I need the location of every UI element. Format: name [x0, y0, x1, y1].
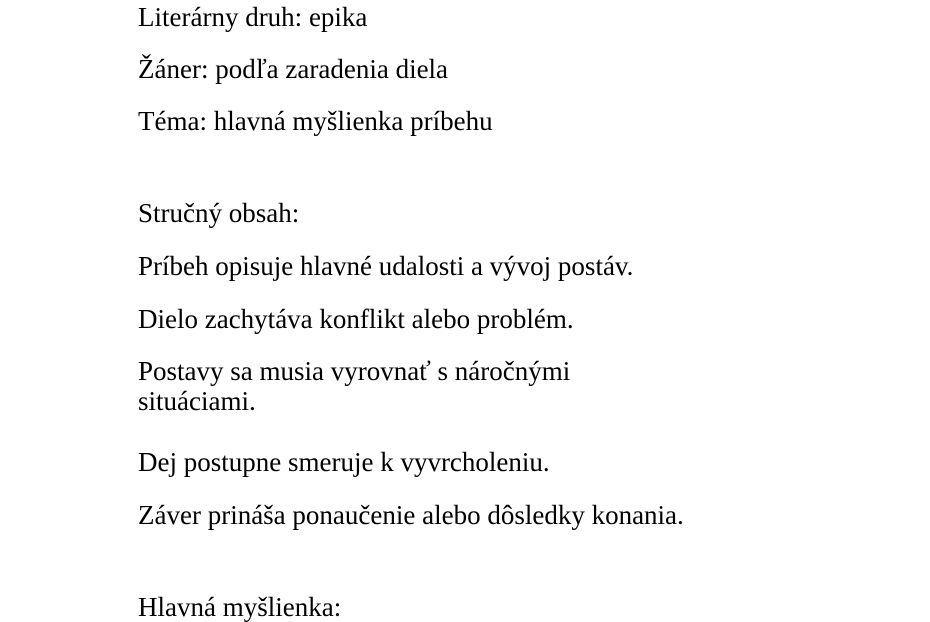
main-idea-heading: Hlavná myšlienka: — [138, 592, 342, 622]
summary-line: Dej postupne smeruje k vyvrcholeniu. — [138, 447, 550, 477]
summary-line: Dielo zachytáva konflikt alebo problém. — [138, 304, 574, 334]
summary-heading: Stručný obsah: — [138, 198, 300, 228]
theme-line: Téma: hlavná myšlienka príbehu — [138, 106, 493, 136]
summary-line: Záver prináša ponaučenie alebo dôsledky konania. — [138, 500, 684, 530]
summary-line: Príbeh opisuje hlavné udalosti a vývoj postáv. — [138, 251, 634, 281]
genre-line: Žáner: podľa zaradenia diela — [138, 54, 449, 84]
literary-genre-line: Literárny druh: epika — [138, 2, 368, 32]
summary-line: Postavy sa musia vyrovnať s náročnými situáciami. — [138, 356, 571, 416]
